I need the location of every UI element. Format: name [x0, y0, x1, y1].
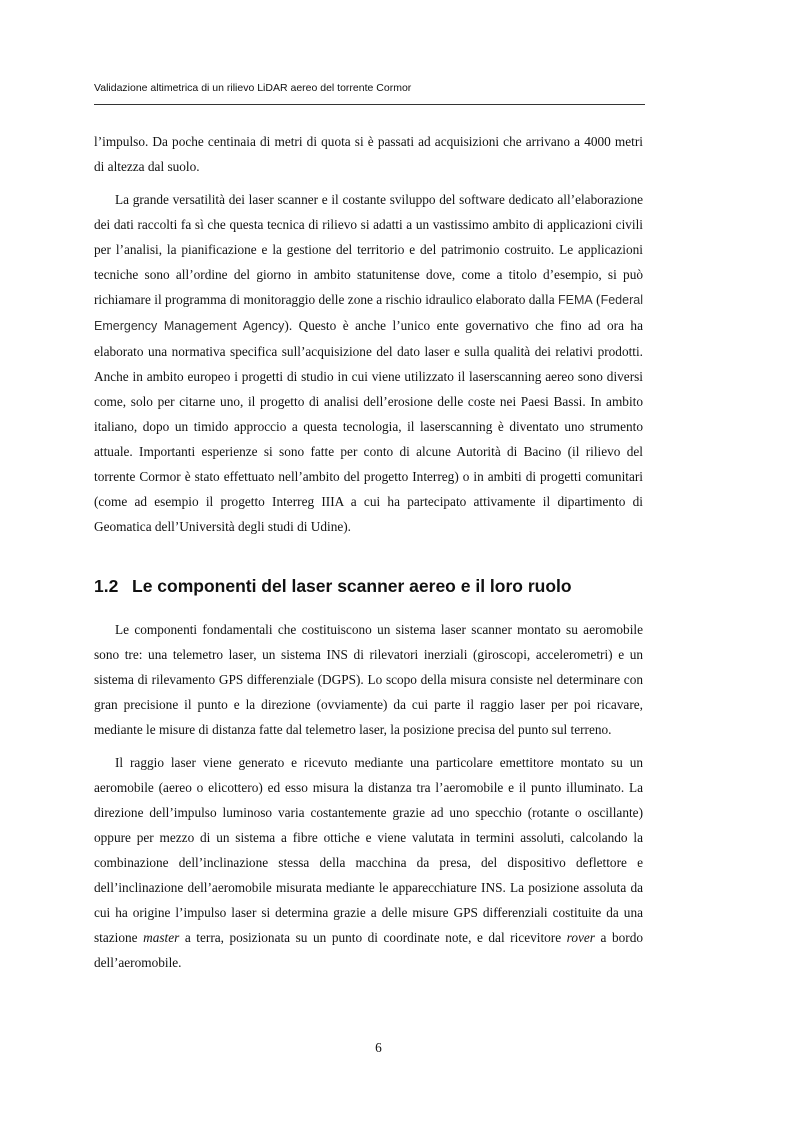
paragraph — [94, 750, 643, 975]
paragraph-text: ). Questo è anche l’unico ente governativo che fino ad ora ha elaborato una normativa specifica sull’acquisizione del dato laser e sulla qualità dei relativi prodotti. Anche in ambito europeo i progetti di studio in cui viene utilizzato il laserscanning aereo sono diversi come, solo per citarne uno, il progetto di analisi dell’erosione delle coste nei Paesi Bassi. In ambito italiano, dopo un timido approccio a questa tecnologia, il laserscanning è diventato uno strumento attuale. Importanti esperienze si sono fatte per conto di alcune Autorità di Bacino (il rilievo del torrente Cormor è stato effettuato nell’ambito del progetto Interreg) o in ambiti di progetti comunitari (come ad esempio il progetto Interreg IIIA a cui ha partecipato attivamente il dipartimento di Geomatica dell’Università degli studi di Udine). — [94, 318, 643, 534]
paragraph — [94, 187, 643, 539]
text-block-components — [94, 617, 643, 975]
text-block-intro — [94, 129, 643, 539]
section-number: 1.2 — [94, 576, 119, 596]
fema-reference: FEMA — [558, 293, 593, 307]
paragraph-text: La grande versatilità dei laser scanner e il costante sviluppo del software dedicato all’elaborazione dei dati raccolti fa sì che questa tecnica di rilievo si adatti a un vastissimo ambito di applicazioni civili per l’analisi, la pianificazione e la gestione del territorio e del patrimonio costruito. Le applicazioni tecniche sono all’ordine del giorno in ambito statunitense dove, come a titolo d’esempio, si può richiamare il programma di monitoraggio delle zone a rischio idraulico elaborato dalla — [94, 192, 643, 307]
paragraph-text: ( — [592, 292, 601, 307]
section-heading — [94, 576, 645, 597]
paragraph-text: a terra, posizionata su un punto di coordinate note, e dal ricevitore — [179, 930, 567, 945]
paragraph: Le componenti fondamentali che costituiscono un sistema laser scanner montato su aeromobile sono tre: una telemetro laser, un sistema INS di rilevatori inerziali (giroscopi, accelerometri) e un sistema di rilevamento GPS differenziale (DGPS). Lo scopo della misura consiste nel determinare con gran precisione il punto e la direzione (ovviamente) da cui parte il raggio laser per poi ricavare, mediante le misure di distanza fatte dal telemetro laser, la posizione precisa del punto sul terreno. — [94, 622, 643, 737]
running-header: Validazione altimetrica di un rilievo LiDAR aereo del torrente Cormor — [94, 82, 412, 94]
section-title: Le componenti del laser scanner aereo e il loro ruolo — [132, 576, 572, 596]
emphasis-term: master — [143, 930, 180, 945]
paragraph: l’impulso. Da poche centinaia di metri di quota si è passati ad acquisizioni che arrivano a 4000 metri di altezza dal suolo. — [94, 134, 643, 174]
header-divider — [94, 104, 645, 105]
page-number: 6 — [375, 1040, 382, 1055]
paragraph-text: Il raggio laser viene generato e ricevuto mediante una particolare emettitore montato su un aeromobile (aereo o elicottero) ed esso misura la distanza tra l’aeromobile e il punto illuminato. La direzione dell’impulso luminoso varia costantemente grazie ad uno specchio (rotante o oscillante) oppure per mezzo di un sistema a fibre ottiche e viene valutata in termini assoluti, calcolando la combinazione dell’inclinazione stessa della macchina da presa, del dispositivo deflettore e dell’inclinazione dell’aeromobile misurata mediante le apparecchiature INS. La posizione assoluta da cui ha origine l’impulso laser si determina grazie a delle misure GPS differenziali costituite da una stazione — [94, 755, 643, 945]
paragraph-text: a bordo dell’aeromobile. — [94, 930, 643, 970]
fema-full-name-reference: Federal Emergency Management Agency — [94, 293, 643, 333]
emphasis-term: rover — [566, 930, 595, 945]
